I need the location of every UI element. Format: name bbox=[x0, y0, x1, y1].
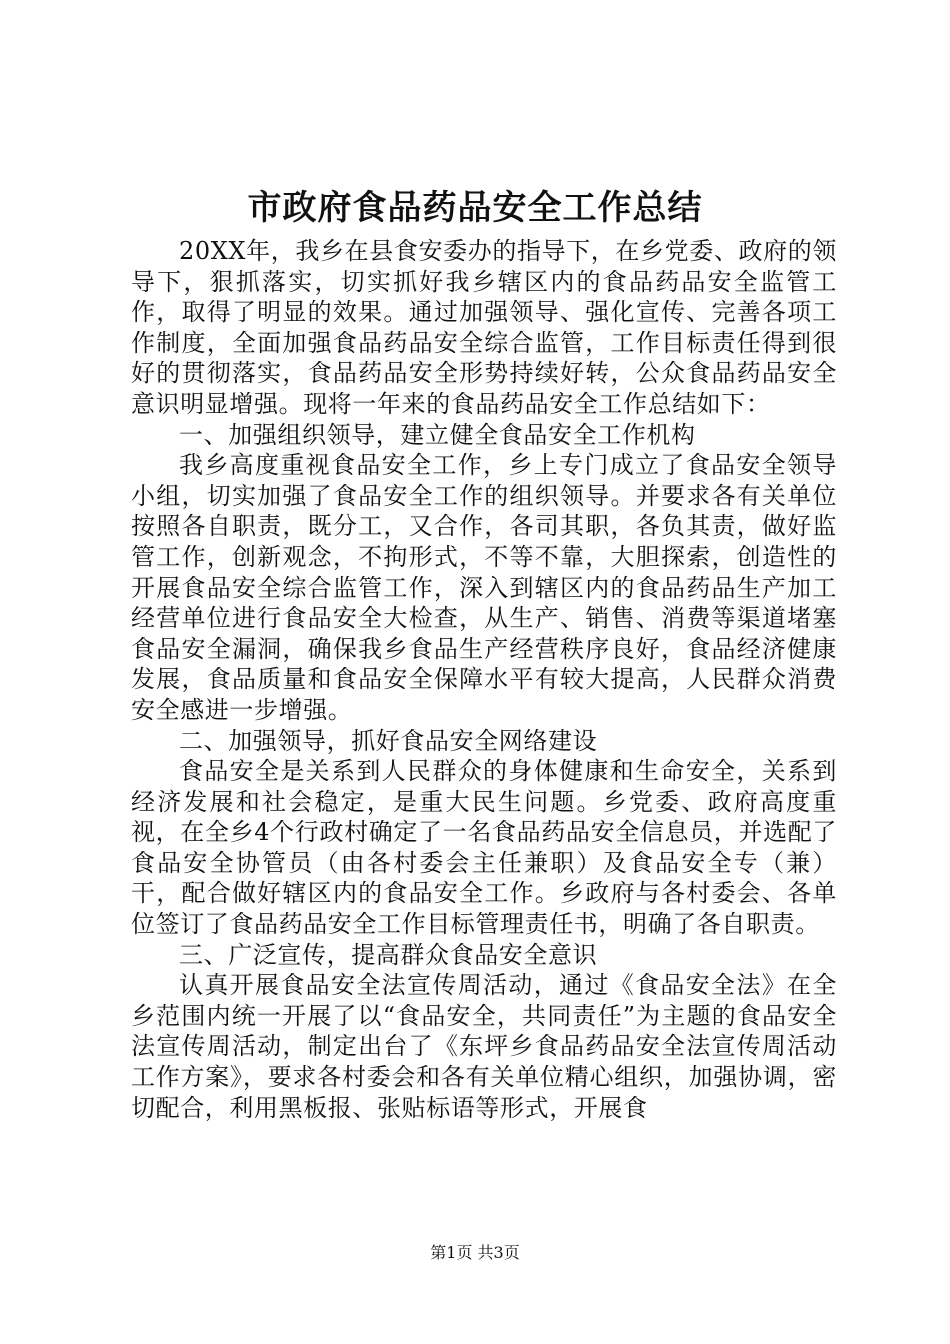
page-number-footer: 第1页 共3页 bbox=[430, 1243, 520, 1262]
intro-paragraph: 20XX年，我乡在县食安委办的指导下，在乡党委、政府的领导下，狠抓落实，切实抓好我乡辖区内的食品药品安全监管工作，取得了明显的效果。通过加强领导、强化宣传、完善各项工作制度，全面加强食品药品安全综合监管，工作目标责任得到很好的贯彻落实，食品药品安全形势持续好转，公众食品药品安全意识明显增强。现将一年来的食品药品安全工作总结如下： bbox=[131, 237, 837, 418]
section-heading-3: 三、广泛宣传，提高群众食品安全意识 bbox=[179, 940, 598, 969]
document-body bbox=[131, 236, 837, 1123]
section-1-paragraph: 我乡高度重视食品安全工作，乡上专门成立了食品安全领导小组，切实加强了食品安全工作的组织领导。并要求各有关单位按照各自职责，既分工，又合作，各司其职，各负其责，做好监管工作，创新观念，不拘形式，不等不靠，大胆探索，创造性的开展食品安全综合监管工作，深入到辖区内的食品药品生产加工经营单位进行食品安全大检查，从生产、销售、消费等渠道堵塞食品安全漏洞，确保我乡食品生产经营秩序良好，食品经济健康发展，食品质量和食品安全保障水平有较大提高，人民群众消费安全感进一步增强。 bbox=[131, 451, 837, 724]
section-2-paragraph: 食品安全是关系到人民群众的身体健康和生命安全，关系到经济发展和社会稳定，是重大民生问题。乡党委、政府高度重视，在全乡4个行政村确定了一名食品药品安全信息员，并选配了食品安全协管员（由各村委会主任兼职）及食品安全专（兼）干，配合做好辖区内的食品安全工作。乡政府与各村委会、各单位签订了食品药品安全工作目标管理责任书，明确了各自职责。 bbox=[131, 757, 837, 939]
section-heading-2: 二、加强领导，抓好食品安全网络建设 bbox=[179, 726, 598, 755]
section-heading-1: 一、加强组织领导，建立健全食品安全工作机构 bbox=[179, 420, 696, 449]
document-title: 市政府食品药品安全工作总结 bbox=[247, 188, 703, 228]
section-3-paragraph: 认真开展食品安全法宣传周活动，通过《食品安全法》在全乡范围内统一开展了以“食品安全，共同责任”为主题的食品安全法宣传周活动，制定出台了《东坪乡食品药品安全法宣传周活动工作方案》，要求各村委会和各有关单位精心组织，加强协调，密切配合，利用黑板报、张贴标语等形式，开展食 bbox=[131, 971, 837, 1122]
